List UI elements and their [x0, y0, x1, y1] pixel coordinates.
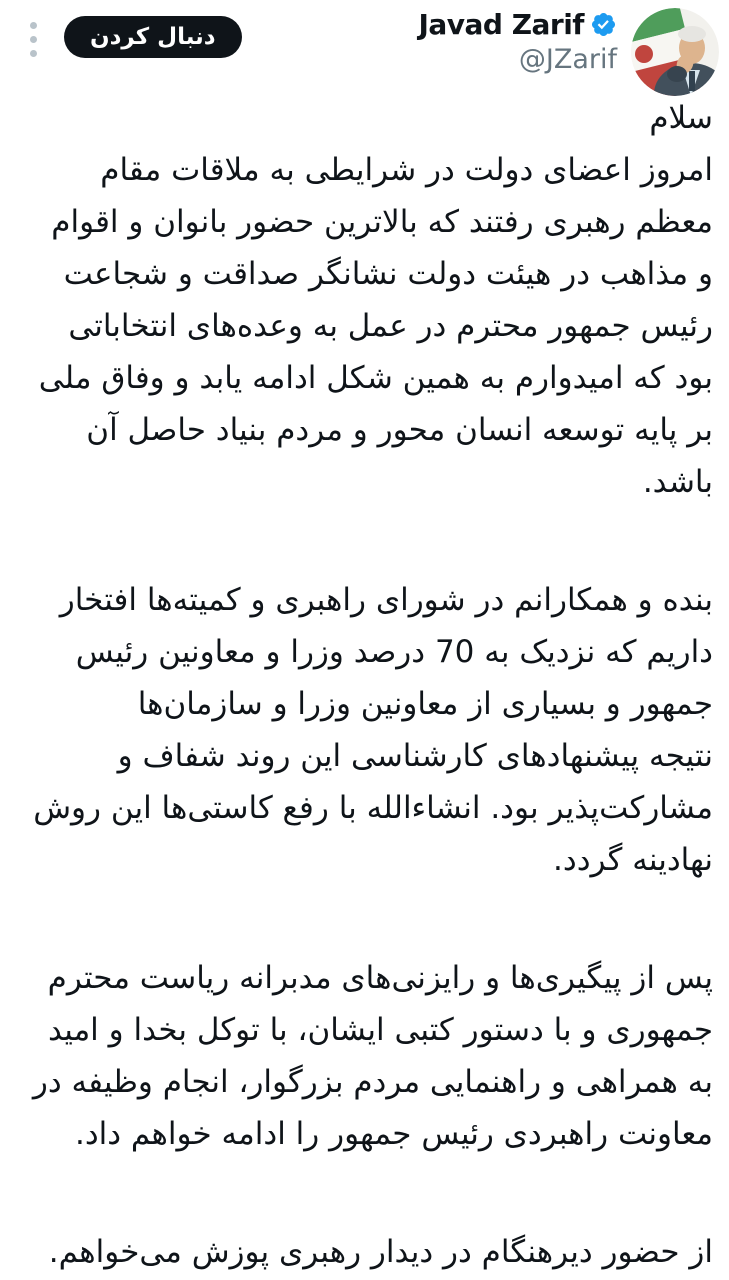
more-options-icon[interactable]	[26, 18, 41, 61]
tweet-line: معاونت راهبردی رئیس جمهور را ادامه خواهم داد.	[75, 1116, 713, 1152]
tweet-line: داریم که نزدیک به 70 درصد وزرا و معاونین رئیس	[75, 634, 713, 670]
tweet-line: از حضور دیرهنگام در دیدار رهبری پوزش می‌خواهم.	[48, 1234, 713, 1270]
tweet-paragraph	[14, 574, 713, 886]
tweet-line: باشد.	[642, 464, 713, 500]
tweet-line: جمهوری و با دستور کتبی ایشان، با توکل بخدا و امید	[47, 1012, 713, 1048]
follow-button[interactable]: دنبال کردن	[64, 16, 242, 58]
avatar[interactable]	[631, 8, 719, 96]
more-dot	[30, 50, 37, 57]
display-name-row	[418, 8, 617, 41]
tweet-line: پس از پیگیری‌ها و رایزنی‌های مدبرانه ریاست محترم	[47, 960, 713, 996]
tweet-line: معظم رهبری رفتند که بالاترین حضور بانوان و اقوام	[51, 204, 713, 240]
tweet-line: بنده و همکارانم در شورای راهبری و کمیته‌ها افتخار	[59, 582, 713, 618]
tweet-line: جمهور و بسیاری از معاونین وزرا و سازمان‌ها	[137, 686, 713, 722]
tweet-text	[14, 92, 713, 1278]
tweet-line: نهادینه گردد.	[553, 842, 713, 878]
tweet-line: سلام	[649, 100, 713, 136]
tweet-line: نتیجه پیشنهادهای کارشناسی این روند شفاف و	[117, 738, 713, 774]
more-dot	[30, 36, 37, 43]
tweet-line: رئیس جمهور محترم در عمل به وعده‌های انتخاباتی	[68, 308, 713, 344]
tweet-line: بر پایه توسعه انسان محور و مردم بنیاد حاصل آن	[86, 412, 713, 448]
more-dot	[30, 22, 37, 29]
tweet-line: مشارکت‌پذیر بود. انشاءالله با رفع کاستی‌ها این روش	[33, 790, 713, 826]
tweet-line: امروز اعضای دولت در شرایطی به ملاقات مقام	[100, 152, 713, 188]
display-name: Javad Zarif	[418, 8, 584, 41]
verified-badge-icon	[590, 11, 617, 38]
user-info[interactable]	[418, 8, 617, 75]
tweet-paragraph	[14, 92, 713, 508]
tweet-header	[0, 0, 729, 100]
user-handle: @JZarif	[518, 44, 617, 75]
tweet-paragraph	[14, 1226, 713, 1278]
tweet-line: به همراهی و راهنمایی مردم بزرگوار، انجام وظیفه در	[32, 1064, 713, 1100]
tweet-line: و مذاهب در هیئت دولت نشانگر صداقت و شجاعت	[63, 256, 713, 292]
tweet-line: بود که امیدوارم به همین شکل ادامه یابد و وفاق ملی	[38, 360, 713, 396]
tweet-paragraph	[14, 952, 713, 1160]
